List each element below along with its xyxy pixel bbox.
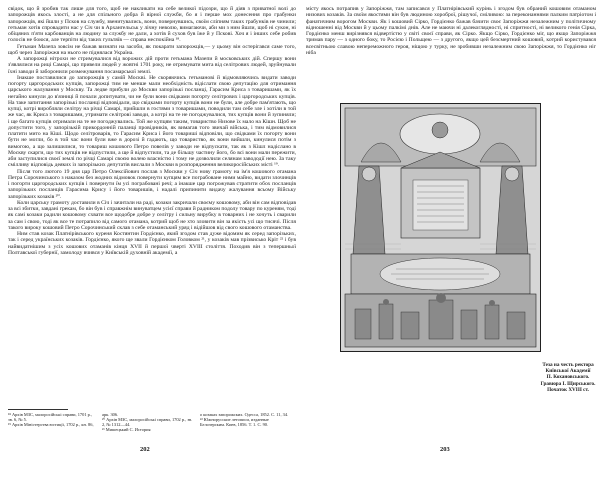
footnote-rule bbox=[8, 409, 68, 410]
caption-line: Початок XVIII ст. bbox=[547, 386, 589, 393]
caption-line: Київської Академії bbox=[545, 368, 591, 375]
caption-line: Гравюра І. Щирського. bbox=[540, 380, 596, 387]
engraving-illustration bbox=[341, 104, 540, 351]
paragraph: свідок, що й зробив так лише для того, щоб не накликати на себе великої підозри, що й діяв з приватної волі до запорожців якось злості, а не для спільного добра й вірної служби, бо я і перше мох донесення про грабунки запорожців, які йшли у Псков на службу, звенитувались, вони, повернувшись, своїм сліпням таких грабунків не чинили; гетьман хотів спровадити нас у Січ чи в Архангельськ у лічну неволю, вимагаючи, аби ми з ним йшли, щоб ні сукон, ні обіцяних п'яти карбованців на людину за службу не дали, а хотів й сухов був їже й у Пскові. Хоч я і інших себе робив голосів не боюся, але терпіти від таких гультяїв — справа неспокійна ¹⁸. bbox=[8, 6, 296, 44]
footnote: о козаках запорожских. Одесса, 1852. С. 11, 34. bbox=[200, 412, 289, 417]
paragraph: А запорожці нітрохи не стримувалися від ворожих дій проти гетьмана Мазепи й московських дій. Спершу вони з'являлися на риці Самарі, що привели людей у жовтні 1701 року, не отримувати мита від селітрових людей, зруйнували їхні заводи й заборонили розмежування посамарської землі. bbox=[8, 56, 296, 75]
caption-line: П. Кохановського. bbox=[546, 374, 590, 381]
left-body-text bbox=[8, 6, 296, 256]
footnote: ²⁰ Архів МЗС, малоросійські справи, 1702 р., зв. 2, № 1312—44. bbox=[102, 417, 193, 427]
engraving-image bbox=[340, 103, 541, 352]
paragraph: Інакше поставилися до запорожців у самій Москві. Не скоряючись гетьманові й відмовляючись видати заводи погорту царгородських купців, запорожці тим не менше мали необхідність відіслати свою депутацію для отримання царського жалування у Москву. Та ледве прибули до Москви запорізькі посланці, Гарасим Криса з товаришами, як їх негайно кинули до в'язниці й почали допитувати, чи не були вони свідками погорту селітрових і царгородських купців. На таке запитання запорізькі посланці відповідали, що свідками погорту купців вони не були, але добре пам'ятають, що купці, котрі виробляли селітру на річці Самарі, прийшли в гостями з товаришами, поводили там себе зле і хотіли в той же час, як Криса з товаришами, утримати селітрові заводи, а котрі на те не погоджувалися, тих купців вони й зупиняли; і ще багато купців отримали на те не погоджувались. Той же купцям таким, товариство Низове їх мало на Кішн. Щоб не допустити того, у запорізькій прикордонній паланці провідників, як вимагав того звичай війська, і тим відмовилися платити мито на Кіші. Щодо селітроварів, то Гарасим Криса і його товариші відповіли, що свідками їх погорту вони бути не могли, бо в той час вони були вже в дорозі й гадають, що товариство, як вони вийшли, кинулися потім з вимогою, а що залишилися, то товариш кошового Петро повелів у заводи не відпускати, так як з Кішл надіслано в Москву скарги, що тих купців не відпустили, а ще й відпустили, та де більшу частину його, бо всі вони мали пережити, аби заступилися своєї землі по річці Самарі своєю волею власністю і тому не дозволили селянам завододії нею. За таку смілливу відповідь деяких із запорізьких депутатів вислали з Москви в розпорядження великоросійських місті ¹⁹. bbox=[8, 74, 296, 169]
footnote: ¹⁹ Архів Міністерства юстиції, 1702 р., кн. 86, bbox=[8, 422, 94, 427]
footnote: ¹⁸ Архів МЗС, малоросійські справи, 1701 р., зв. 6, № 5. bbox=[8, 412, 92, 422]
footnotes-col-2 bbox=[102, 412, 194, 432]
footnotes-col-1 bbox=[8, 412, 96, 427]
paragraph: Ним став козак Платнірівського куреня Костянтин Гордієнко, який згодом став дуже відомим як серед запорізьких, так і серед українських козаків. Гордієнко, якого ще звали Гордієнком Головком ²¹, у козаків мав прізвисько Кріт ²² і був найвидатнішим з усіх кошових отаманів кінця XVII й першої чверті XVIII століття. Походив він з тепершньої Полтавської губернії, замолоду вчився у Київській духовній академії, а bbox=[8, 231, 296, 256]
paragraph: Коли царську грамоту доставили в Січ і зачитали на раді, козаки закричали своєму кошовому, аби він сам відповідав за всі збитки, завдані грекам, бо він був і справжнім винуватцем усієї справи й радником подолу товару по куреням, тоді як самі козаки радили кошовому схвати все щодобре добре у селітру і сильну вирубку в товарних і не хочуть і сварили за сам і свою, тоді як все те потрапило від самого отамана, котрий щоб не хто зловити він за якість усі що тисячі. Після такого вироку кошовий Петро Сорочинський склав з себе отаманський уряд і відійшов від свого кошового отаманства. bbox=[8, 199, 296, 231]
right-page bbox=[300, 0, 600, 478]
paragraph: Гетьман Мазепа зовсім не бажав визнати на засоби, як покарати запорожців,— у цьому він остерігався саме того, щоб через Запоріжжя на нього не піднялася Україна. bbox=[8, 43, 296, 56]
right-body-text bbox=[306, 6, 596, 56]
caption-line: Теза на честь ректора bbox=[542, 362, 594, 368]
paragraph: Після того лютого 19 дня цар Петро Олексійович послав з Москви у Січ нову грамоту на ім'я кошового отамана Петра Сорочинського з наказом без жодних відмовок повернути купцям все пограбоване ними майно, видати злочинців і погорти царгородських купців і повернути їм усі пограбовані речі; а інакше цар погрожував стратити обох посланців запорізьких посланців Гарасима Крису і його товаришів, і надалі припинити видачу жалування всьому Війську запорізьких козаків ²⁰. bbox=[8, 168, 296, 200]
page-number: 202 bbox=[140, 446, 150, 453]
figure-caption bbox=[538, 362, 598, 393]
footnote: ²¹ Мишецький С. История bbox=[102, 427, 151, 432]
page-number: 203 bbox=[440, 446, 450, 453]
footnotes-col-3 bbox=[200, 412, 294, 427]
footnote: ²² Южнорусские летописи, изданные Белозерским. Киев, 1856. Т. 1. С. 90. bbox=[200, 417, 269, 427]
paragraph: місту якось потрапив у Запоріжжя, там записався у Платнірівський курінь і згодом був обраний кошовим отаманом низових козаків. За своїм якостями він був людиною хороброї, рішучої, сміливою: за переконаннями палким патріотом і фанатичним ворогом Москви. Як і кошовий Сірко, Гордієнко бажав бачити своє Запоріжжя незалежним у політичному відношенні від Москви й у цьому палкімі днів. Але не маючи ні далекоглядності, ні спритності, ні великого генія Сірка, Гордієнко менш вирізнявся відвертістю у світі своєї справи, як Сірко. Якщо Сірко, Гордієнко міг, що якщо Запоріжжя тримав пару — з одного боку, то Росією і Польщею — з другого, якщо цей безсмертний кошовий, котрий користувався всесвітньою славою непереможного героя, ніщою у турку, не зробивши незалежним свою Запоріжжя, то Гордієнко ніг ніба bbox=[306, 6, 596, 56]
footnote: арк. 306. bbox=[102, 412, 119, 417]
